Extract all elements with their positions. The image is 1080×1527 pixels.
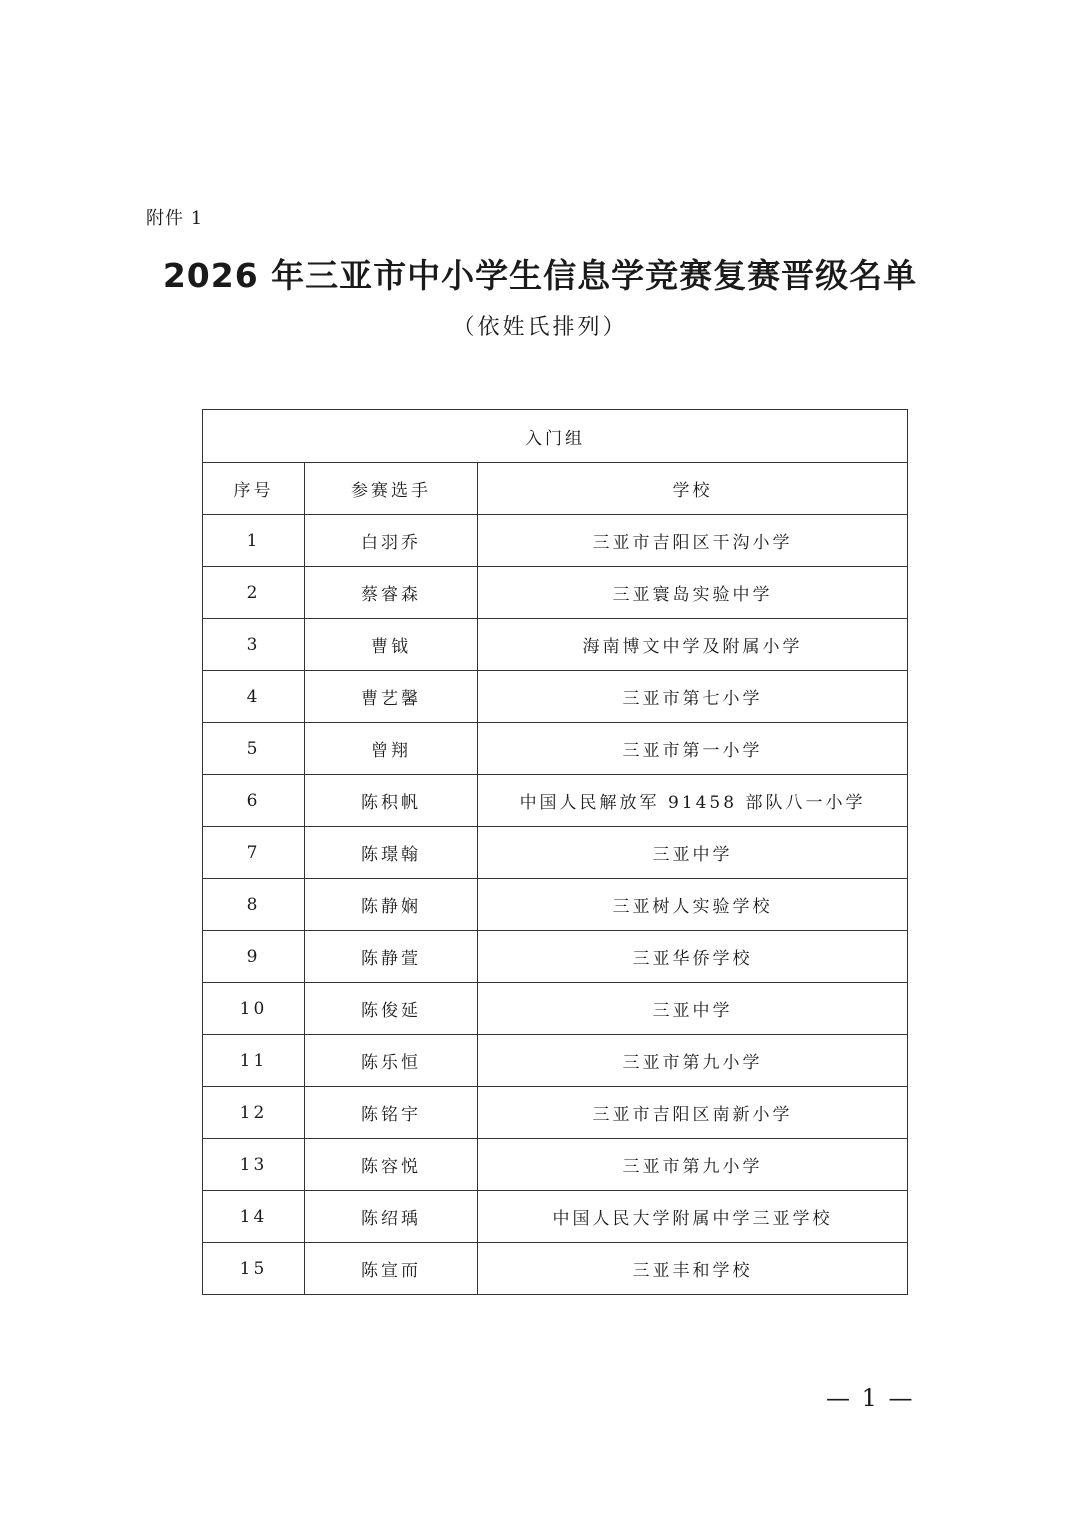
table-row xyxy=(203,1243,908,1295)
school-name: 三亚市吉阳区干沟小学 xyxy=(478,515,908,567)
table-row xyxy=(203,1139,908,1191)
contestant-name: 曾翔 xyxy=(305,723,478,775)
row-number: 7 xyxy=(203,827,305,879)
table-row xyxy=(203,671,908,723)
table-row xyxy=(203,567,908,619)
contestant-name: 陈宣而 xyxy=(305,1243,478,1295)
contestant-name: 陈俊延 xyxy=(305,983,478,1035)
row-number: 3 xyxy=(203,619,305,671)
school-name: 三亚寰岛实验中学 xyxy=(478,567,908,619)
table-row xyxy=(203,1087,908,1139)
contestant-name: 陈璟翰 xyxy=(305,827,478,879)
school-name: 三亚树人实验学校 xyxy=(478,879,908,931)
school-name: 三亚市吉阳区南新小学 xyxy=(478,1087,908,1139)
school-name: 三亚市第一小学 xyxy=(478,723,908,775)
contestant-name: 陈容悦 xyxy=(305,1139,478,1191)
table-row xyxy=(203,983,908,1035)
school-name: 三亚市第七小学 xyxy=(478,671,908,723)
contestant-name: 蔡睿森 xyxy=(305,567,478,619)
table-row xyxy=(203,1191,908,1243)
school-name: 三亚华侨学校 xyxy=(478,931,908,983)
table-row xyxy=(203,723,908,775)
school-name: 中国人民大学附属中学三亚学校 xyxy=(478,1191,908,1243)
contestant-name: 曹艺馨 xyxy=(305,671,478,723)
row-number: 9 xyxy=(203,931,305,983)
roster-table xyxy=(202,409,908,1295)
school-name: 三亚中学 xyxy=(478,827,908,879)
school-name: 海南博文中学及附属小学 xyxy=(478,619,908,671)
school-name: 三亚市第九小学 xyxy=(478,1139,908,1191)
table-row xyxy=(203,775,908,827)
row-number: 14 xyxy=(203,1191,305,1243)
contestant-name: 曹钺 xyxy=(305,619,478,671)
contestant-name: 白羽乔 xyxy=(305,515,478,567)
row-number: 4 xyxy=(203,671,305,723)
group-name: 入门组 xyxy=(203,410,908,463)
column-header-school: 学校 xyxy=(478,463,908,515)
table-row xyxy=(203,515,908,567)
table-row xyxy=(203,827,908,879)
row-number: 1 xyxy=(203,515,305,567)
document-title: 2026 年三亚市中小学生信息学竞赛复赛晋级名单 xyxy=(162,256,918,295)
school-name: 三亚市第九小学 xyxy=(478,1035,908,1087)
row-number: 10 xyxy=(203,983,305,1035)
school-name: 三亚丰和学校 xyxy=(478,1243,908,1295)
header-row xyxy=(203,463,908,515)
column-header-number: 序号 xyxy=(203,463,305,515)
row-number: 8 xyxy=(203,879,305,931)
contestant-name: 陈铭宇 xyxy=(305,1087,478,1139)
page-number: — 1 — xyxy=(826,1384,915,1412)
table-row xyxy=(203,879,908,931)
contestant-name: 陈静娴 xyxy=(305,879,478,931)
contestant-name: 陈静萱 xyxy=(305,931,478,983)
contestant-name: 陈绍瑀 xyxy=(305,1191,478,1243)
row-number: 6 xyxy=(203,775,305,827)
table-row xyxy=(203,931,908,983)
table-row xyxy=(203,619,908,671)
row-number: 2 xyxy=(203,567,305,619)
column-header-contestant: 参赛选手 xyxy=(305,463,478,515)
row-number: 15 xyxy=(203,1243,305,1295)
row-number: 13 xyxy=(203,1139,305,1191)
row-number: 11 xyxy=(203,1035,305,1087)
document-subtitle: （依姓氏排列） xyxy=(452,315,628,340)
roster-body xyxy=(203,515,908,1295)
contestant-name: 陈积帆 xyxy=(305,775,478,827)
school-name: 中国人民解放军 91458 部队八一小学 xyxy=(478,775,908,827)
attachment-label: 附件 1 xyxy=(146,208,204,229)
table-row xyxy=(203,1035,908,1087)
school-name: 三亚中学 xyxy=(478,983,908,1035)
row-number: 5 xyxy=(203,723,305,775)
contestant-name: 陈乐恒 xyxy=(305,1035,478,1087)
row-number: 12 xyxy=(203,1087,305,1139)
group-row xyxy=(203,410,908,463)
